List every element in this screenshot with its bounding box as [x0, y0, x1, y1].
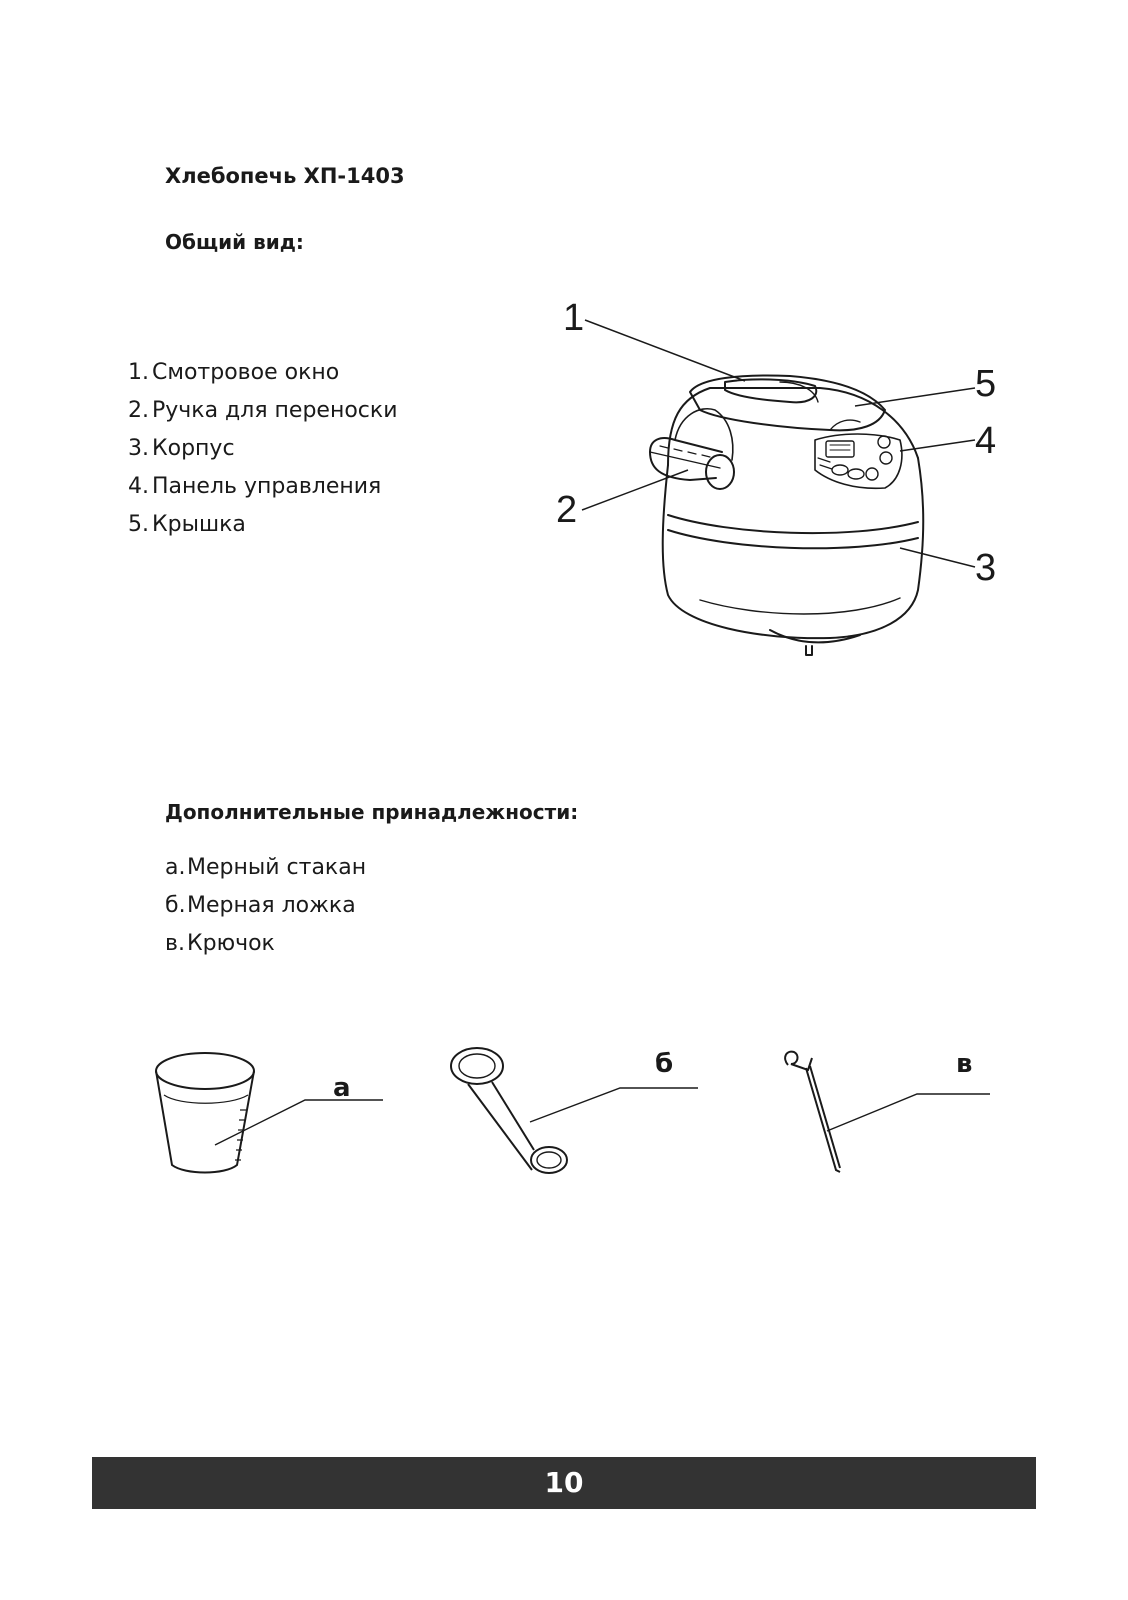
item-label: Мерный стакан — [187, 855, 367, 880]
item-label: Ручка для переноски — [152, 398, 398, 423]
measuring-cup-illustration — [156, 1053, 383, 1173]
item-number: 1. — [128, 360, 149, 385]
callout-2: 2 — [556, 489, 578, 531]
item-label: Мерная ложка — [187, 893, 356, 918]
overview-heading: Общий вид: — [165, 230, 304, 254]
callout-v: в — [956, 1049, 973, 1079]
callout-leaders — [582, 320, 975, 567]
bread-maker-illustration — [650, 376, 923, 655]
item-number: 5. — [128, 512, 149, 537]
callout-1: 1 — [563, 297, 585, 339]
item-number: б. — [165, 893, 186, 918]
item-label: Крючок — [187, 931, 275, 956]
callout-3: 3 — [975, 547, 997, 589]
item-number: в. — [165, 931, 185, 956]
item-number: 2. — [128, 398, 149, 423]
list-item — [165, 929, 366, 967]
item-label: Крышка — [152, 512, 246, 537]
accessories-list — [165, 853, 366, 967]
item-label: Смотровое окно — [152, 360, 340, 385]
callout-4: 4 — [975, 420, 997, 462]
item-number: а. — [165, 855, 186, 880]
accessories-heading: Дополнительные принадлежности: — [165, 800, 579, 824]
item-number: 3. — [128, 436, 149, 461]
item-number: 4. — [128, 474, 149, 499]
callout-b: б — [655, 1049, 674, 1079]
item-label: Корпус — [152, 436, 235, 461]
page-number: 10 — [544, 1466, 584, 1499]
callout-a: а — [333, 1073, 351, 1103]
page-title: Хлебопечь ХП-1403 — [165, 164, 405, 188]
callout-5: 5 — [975, 363, 997, 405]
list-item — [165, 891, 366, 929]
list-item — [165, 853, 366, 891]
page-number-bar — [92, 1457, 1036, 1509]
item-label: Панель управления — [152, 474, 382, 499]
